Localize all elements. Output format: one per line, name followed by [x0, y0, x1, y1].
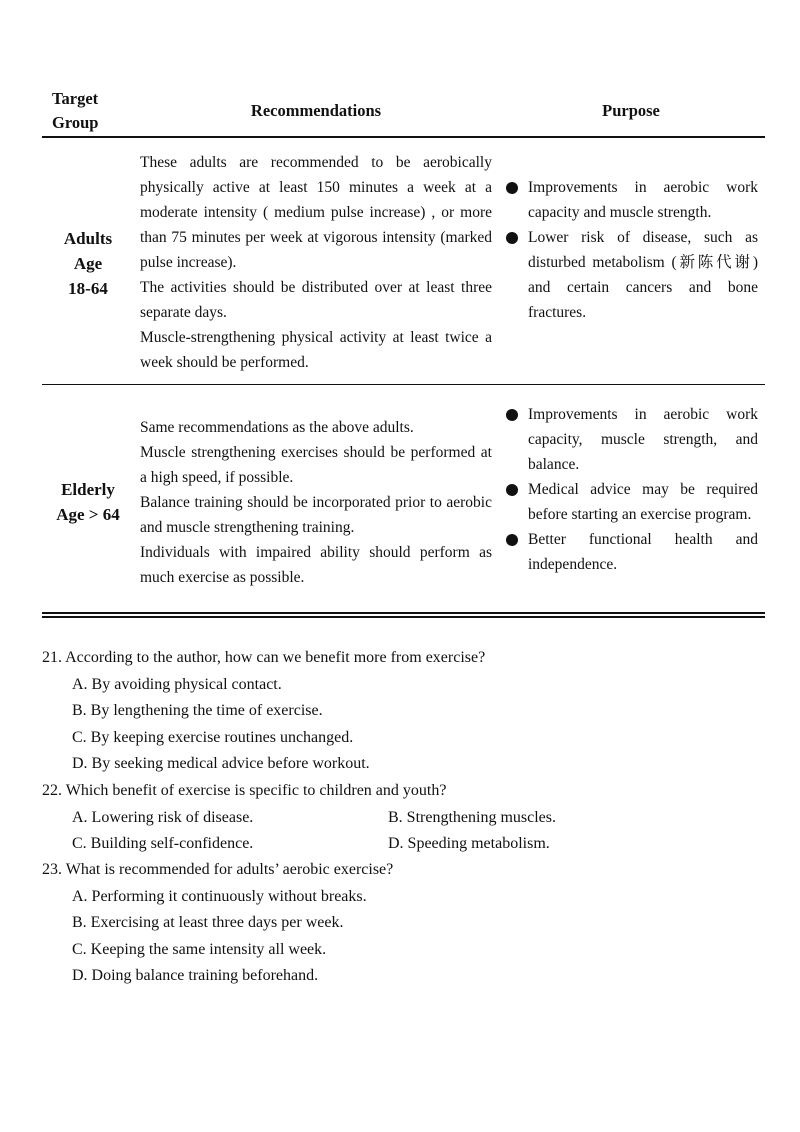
question-23 [42, 857, 393, 990]
row-elderly-recommendations [140, 415, 492, 590]
answer-option-row [42, 831, 556, 858]
recommendation-text: The activities should be distributed over at least three separate days. [140, 279, 492, 321]
row-elderly-group [42, 477, 134, 527]
answer-option-row [42, 805, 556, 832]
table-top-rule [42, 136, 765, 138]
header-purpose: Purpose [602, 101, 660, 120]
purpose-item: Lower risk of disease, such as disturbed metabolism (新陈代谢) and certain cancers and bone fractures. [506, 225, 758, 325]
answer-option[interactable]: D. Doing balance training beforehand. [72, 967, 319, 984]
group-line: Age > 64 [56, 505, 120, 524]
purpose-item: Improvements in aerobic work capacity, muscle strength, and balance. [506, 402, 758, 477]
bullet-icon [506, 409, 518, 421]
recommendation-text: These adults are recommended to be aerobically physically active at least 150 minutes a week at a moderate intensity ( medium pulse increase) , or more than 75 minutes per week at vigorous intensity (marked pulse increase). [140, 154, 492, 271]
recommendation-text: Muscle strengthening exercises should be performed at a high speed, if possible. [140, 444, 492, 486]
purpose-item: Medical advice may be required before starting an exercise program. [506, 477, 758, 527]
row-adults-purpose [506, 175, 758, 325]
header-recommendations: Recommendations [250, 101, 382, 120]
recommendation-text: Muscle-strengthening physical activity at least twice a week should be performed. [140, 329, 492, 371]
answer-option[interactable]: B. By lengthening the time of exercise. [72, 702, 323, 719]
answer-option[interactable]: D. By seeking medical advice before workout. [72, 755, 370, 772]
table-bottom-rule-1 [42, 612, 765, 614]
table-bottom-rule-2 [42, 616, 765, 618]
recommendation-text: Same recommendations as the above adults. [140, 419, 414, 436]
header-target-group: Target Group [52, 89, 99, 132]
row-adults-group [42, 226, 134, 301]
row-adults-recommendations [140, 150, 492, 375]
question-21 [42, 645, 485, 778]
question-stem: 22. Which benefit of exercise is specific to children and youth? [42, 782, 447, 799]
group-line: Adults [63, 229, 113, 248]
answer-option[interactable]: B. Strengthening muscles. [388, 808, 556, 826]
row-divider [42, 384, 765, 385]
answer-option[interactable]: A. Performing it continuously without breaks. [72, 887, 367, 905]
answer-option[interactable]: B. Exercising at least three days per week. [72, 914, 344, 931]
question-22 [42, 778, 556, 858]
bullet-icon [506, 182, 518, 194]
group-line: Age [73, 254, 103, 273]
answer-option[interactable]: D. Speeding metabolism. [388, 835, 550, 852]
recommendation-text: Individuals with impaired ability should perform as much exercise as possible. [140, 544, 492, 586]
row-elderly-purpose [506, 402, 758, 577]
bullet-icon [506, 484, 518, 496]
answer-option[interactable]: C. Keeping the same intensity all week. [72, 940, 327, 958]
purpose-item: Better functional health and independence. [506, 527, 758, 577]
answer-option[interactable]: C. By keeping exercise routines unchanged. [72, 728, 354, 746]
answer-option[interactable]: A. By avoiding physical contact. [72, 675, 282, 693]
purpose-item: Improvements in aerobic work capacity and muscle strength. [506, 175, 758, 225]
recommendation-text: Balance training should be incorporated prior to aerobic and muscle strengthening training. [140, 494, 492, 536]
question-stem: 23. What is recommended for adults’ aerobic exercise? [42, 861, 394, 878]
question-stem: 21. According to the author, how can we benefit more from exercise? [42, 649, 486, 666]
answer-option[interactable]: A. Lowering risk of disease. [72, 808, 254, 826]
group-line: 18-64 [68, 279, 108, 298]
bullet-icon [506, 534, 518, 546]
group-line: Elderly [61, 480, 115, 499]
bullet-icon [506, 232, 518, 244]
answer-option[interactable]: C. Building self-confidence. [72, 835, 254, 852]
